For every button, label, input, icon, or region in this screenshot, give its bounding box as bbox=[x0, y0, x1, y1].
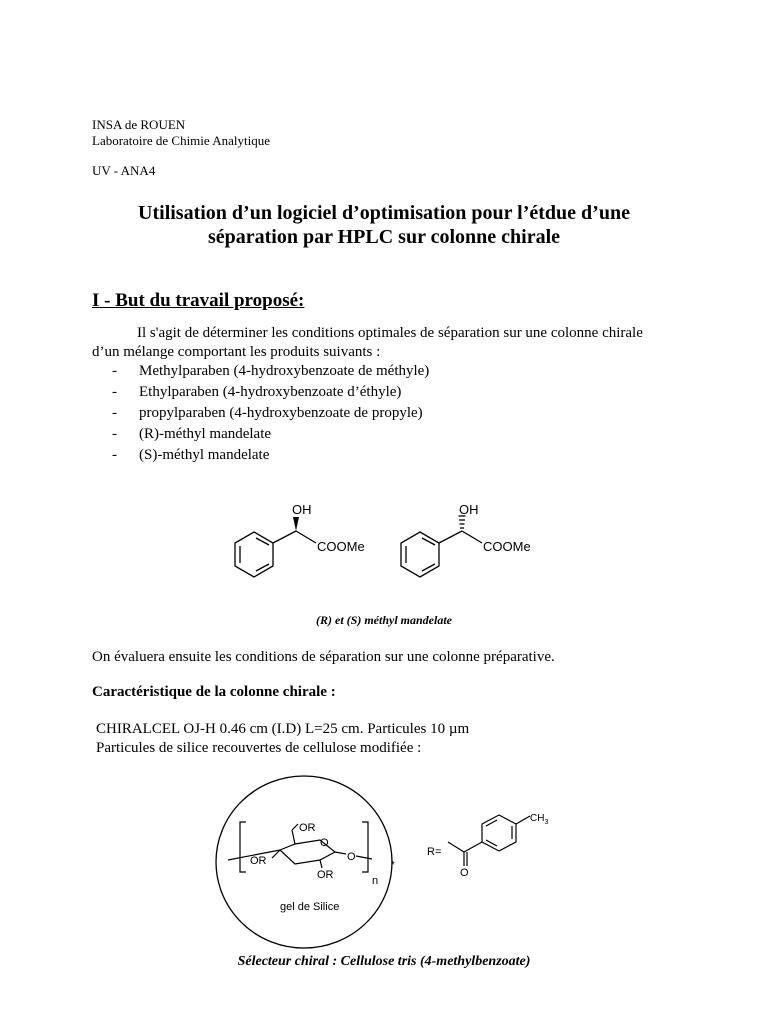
bullet-dash: - bbox=[112, 405, 117, 421]
methyl-mandelate-structures bbox=[220, 495, 550, 605]
link-oxygen-label: O bbox=[347, 851, 356, 863]
intro-line-2: d’un mélange comportant les produits suivants : bbox=[92, 344, 381, 360]
product-label: (R)-méthyl mandelate bbox=[139, 426, 272, 442]
oh-label: OH bbox=[292, 502, 312, 517]
section-heading: I - But du travail proposé: bbox=[92, 290, 305, 311]
column-spec: CHIRALCEL OJ-H 0.46 cm (I.D) L=25 cm. Particules 10 µm bbox=[96, 721, 470, 737]
institution: INSA de ROUEN bbox=[92, 117, 186, 132]
title-line-1: Utilisation d’un logiciel d’optimisation pour l’étdue d’une bbox=[138, 202, 630, 224]
carbonyl-oxygen-label: O bbox=[460, 867, 469, 879]
lab-name: Laboratoire de Chimie Analytique bbox=[92, 133, 270, 148]
s-methyl-mandelate bbox=[401, 516, 482, 577]
figure-2-caption: Sélecteur chiral : Cellulose tris (4-methylbenzoate) bbox=[237, 954, 531, 969]
bullet-dash: - bbox=[112, 384, 117, 400]
bullet-dash: - bbox=[112, 447, 117, 463]
title-line-2: séparation par HPLC sur colonne chirale bbox=[207, 226, 561, 248]
ch3-text: CH bbox=[530, 813, 545, 824]
r-equals-label: R= bbox=[427, 846, 442, 858]
repeat-n-label: n bbox=[372, 875, 379, 887]
list-item bbox=[112, 403, 429, 424]
course-code: UV - ANA4 bbox=[92, 163, 156, 178]
ch3-label bbox=[530, 813, 548, 826]
ch3-subscript: 3 bbox=[544, 819, 549, 826]
product-label: Ethylparaben (4-hydroxybenzoate d’éthyle) bbox=[139, 384, 402, 400]
intro-line-1: Il s'agit de déterminer les conditions optimales de séparation sur une colonne chirale bbox=[137, 325, 643, 341]
product-label: Methylparaben (4-hydroxybenzoate de méthyle) bbox=[139, 363, 430, 379]
methylbenzoyl-group bbox=[448, 815, 530, 866]
or-label: OR bbox=[299, 822, 316, 834]
chiral-selector-diagram bbox=[210, 772, 560, 952]
list-item bbox=[112, 382, 429, 403]
chain-star-label: * bbox=[391, 860, 395, 871]
r-methyl-mandelate bbox=[235, 517, 316, 577]
column-heading: Caractéristique de la colonne chirale : bbox=[92, 684, 336, 700]
or-label: OR bbox=[317, 869, 334, 881]
list-item bbox=[112, 445, 429, 466]
coome-label: COOMe bbox=[317, 539, 365, 554]
document-title bbox=[60, 201, 708, 249]
or-label: OR bbox=[250, 855, 267, 867]
oh-label: OH bbox=[459, 502, 479, 517]
list-item bbox=[112, 424, 429, 445]
ring-oxygen-label: O bbox=[320, 837, 329, 849]
list-item bbox=[112, 361, 429, 382]
coome-label: COOMe bbox=[483, 539, 531, 554]
silica-label: gel de Silice bbox=[280, 901, 340, 913]
product-label: propylparaben (4-hydroxybenzoate de propyle) bbox=[139, 405, 423, 421]
product-label: (S)-méthyl mandelate bbox=[139, 447, 270, 463]
evaluation-text: On évaluera ensuite les conditions de séparation sur une colonne préparative. bbox=[92, 649, 555, 665]
column-description: Particules de silice recouvertes de cellulose modifiée : bbox=[96, 740, 422, 756]
figure-1-caption: (R) et (S) méthyl mandelate bbox=[316, 613, 452, 627]
bullet-dash: - bbox=[112, 426, 117, 442]
bullet-dash: - bbox=[112, 363, 117, 379]
product-list bbox=[112, 361, 429, 466]
